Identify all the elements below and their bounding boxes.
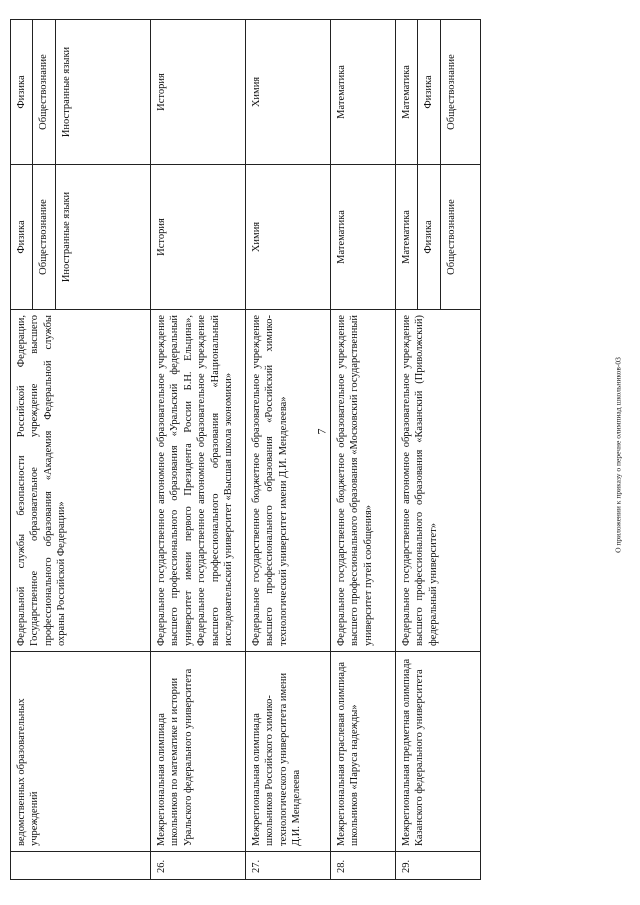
organizer: Федеральное государственное бюджетное образовательное учреждение высшего профессионального образования «Российский химико-технологический университет имени Д.И. Менделеева» (246, 310, 331, 652)
subject-item: Физика (417, 165, 439, 309)
table-row (151, 20, 246, 880)
olympiad-name: Межрегиональная предметная олимпиада Казанского федерального университета (396, 652, 481, 852)
table-row (331, 20, 396, 880)
subject-item: Обществознание (440, 165, 462, 309)
organizer: Федеральной службы безопасности Российской Федерации, Государственное образовательное учреждение высшего профессионального образования «Академия Федеральной службы охраны Российской Федерации» (11, 310, 151, 652)
subject-list (246, 165, 331, 310)
subject-item: Химия (251, 221, 262, 253)
subject-list (151, 165, 246, 310)
subject-item: Обществознание (32, 165, 54, 309)
organizer: Федеральное государственное автономное образовательное учреждение высшего профессионального образования «Уральский федеральный университет имени первого Президента России Б.Н. Ельцина», Федеральное государственное автономное образовательное учреждение высшего профессионального образования «Национальный исследовательский университет «Высшая школа экономики» (151, 310, 246, 652)
profile-subject-list (151, 20, 246, 165)
rotated-olympiad-table (10, 20, 460, 880)
olympiad-table (10, 19, 481, 880)
subject-item: Математика (336, 65, 347, 119)
subject-list (11, 165, 151, 310)
row-number (11, 852, 151, 880)
subject-item: История (156, 73, 167, 111)
organizer: Федеральное государственное автономное образовательное учреждение высшего профессионального образования «Казанский (Приволжский) федеральный университет» (396, 310, 481, 652)
footer-text: О приложении к приказу о перечне олимпиад школьников-03 (613, 357, 623, 553)
row-number: 29. (396, 852, 481, 880)
subject-item: Математика (401, 65, 412, 119)
row-number: 28. (331, 852, 396, 880)
document-footer (608, 20, 628, 890)
subject-item: Обществознание (440, 20, 462, 164)
olympiad-name: Межрегиональная олимпиада школьников Российского химико-технологического университета имени Д.И. Менделеева (246, 652, 331, 852)
table-row (246, 20, 331, 880)
subject-list (331, 165, 396, 310)
olympiad-name: ведомственных образовательных учреждений (11, 652, 151, 852)
subject-item: Обществознание (32, 20, 54, 164)
subject-item: Математика (336, 210, 347, 264)
table-row (396, 20, 481, 880)
subject-item: Химия (251, 76, 262, 108)
row-number: 27. (246, 852, 331, 880)
subject-item: Физика (16, 75, 27, 109)
page-number: 7 (314, 428, 329, 435)
profile-subject-list (246, 20, 331, 165)
subject-item: Физика (417, 20, 439, 164)
profile-subject-list (396, 20, 481, 165)
subject-list (396, 165, 481, 310)
profile-subject-list (331, 20, 396, 165)
subject-item: История (156, 218, 167, 256)
subject-item: Физика (16, 220, 27, 254)
subject-item: Иностранные языки (55, 20, 77, 164)
table-row (11, 20, 151, 880)
table-body (11, 20, 481, 880)
organizer: Федеральное государственное бюджетное образовательное учреждение высшего профессионального образования «Московский государственный университет путей сообщения» (331, 310, 396, 652)
row-number: 26. (151, 852, 246, 880)
subject-item: Иностранные языки (55, 165, 77, 309)
olympiad-name: Межрегиональная отраслевая олимпиада школьников «Паруса надежды» (331, 652, 396, 852)
subject-item: Математика (401, 210, 412, 264)
olympiad-name: Межрегиональная олимпиада школьников по математике и истории Уральского федерального университета (151, 652, 246, 852)
profile-subject-list (11, 20, 151, 165)
